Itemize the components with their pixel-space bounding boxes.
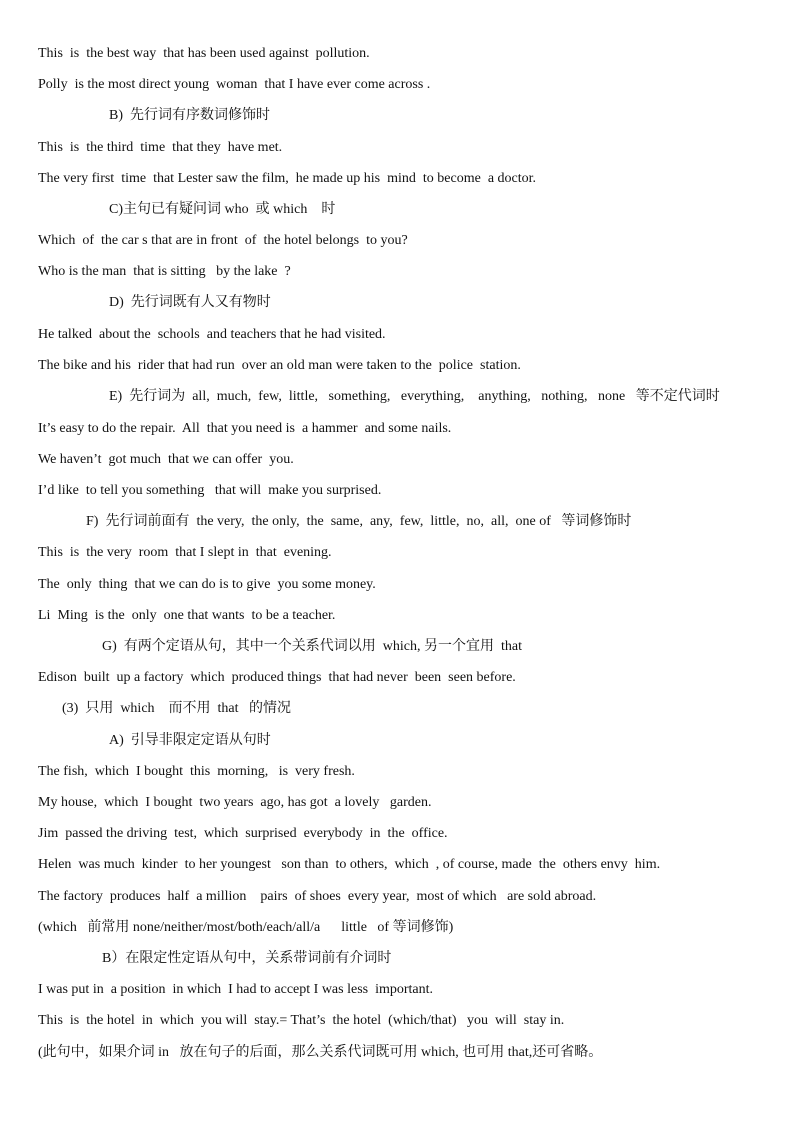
text-line: Helen was much kinder to her youngest son than to others, which , of course, made the others envy him. [38,857,661,872]
text-line: This is the very room that I slept in that evening. [38,545,332,560]
text-line: My house, which I bought two years ago, has got a lovely garden. [38,795,432,810]
section-heading: C)主句已有疑问词 who 或 which 时 [109,202,336,217]
text-line: Edison built up a factory which produced things that had never been seen before. [38,670,516,685]
section-heading: E) 先行词为 all, much, few, little, something, everything, anything, nothing, none 等不定代词时 [109,389,720,404]
section-heading: D) 先行词既有人又有物时 [109,295,271,310]
text-line: Who is the man that is sitting by the lake ? [38,264,291,279]
text-line: (此句中，如果介词 in 放在句子的后面，那么关系代词既可用 which, 也可用 that,还可省略。 [38,1045,603,1060]
text-line: This is the hotel in which you will stay.= That’s the hotel (which/that) you will stay in. [38,1013,565,1028]
text-line: The fish, which I bought this morning, is very fresh. [38,764,355,779]
section-heading: F) 先行词前面有 the very, the only, the same, any, few, little, no, all, one of 等词修饰时 [86,514,632,529]
text-line: We haven’t got much that we can offer you. [38,452,294,467]
section-heading: G) 有两个定语从句，其中一个关系代词以用 which, 另一个宜用 that [102,639,522,654]
section-heading: B）在限定性定语从句中，关系带词前有介词时 [102,951,392,966]
section-heading: B) 先行词有序数词修饰时 [109,108,270,123]
text-line: The bike and his rider that had run over an old man were taken to the police station. [38,358,521,373]
section-heading: A) 引导非限定定语从句时 [109,733,271,748]
text-line: The very first time that Lester saw the film, he made up his mind to become a doctor. [38,171,537,186]
text-line: I was put in a position in which I had to accept I was less important. [38,982,434,997]
text-line: This is the third time that they have met. [38,140,283,155]
text-line: It’s easy to do the repair. All that you need is a hammer and some nails. [38,421,452,436]
text-line: He talked about the schools and teachers that he had visited. [38,327,386,342]
text-line: The factory produces half a million pairs of shoes every year, most of which are sold abroad. [38,889,597,904]
text-line: (which 前常用 none/neither/most/both/each/all/a little of 等词修饰) [38,920,454,935]
text-line: This is the best way that has been used against pollution. [38,46,370,61]
section-heading: (3) 只用 which 而不用 that 的情况 [62,701,292,716]
text-line: I’d like to tell you something that will make you surprised. [38,483,382,498]
text-line: The only thing that we can do is to give you some money. [38,577,376,592]
text-line: Li Ming is the only one that wants to be a teacher. [38,608,336,623]
text-line: Jim passed the driving test, which surprised everybody in the office. [38,826,448,841]
text-line: Polly is the most direct young woman that I have ever come across . [38,77,431,92]
text-line: Which of the car s that are in front of the hotel belongs to you? [38,233,408,248]
